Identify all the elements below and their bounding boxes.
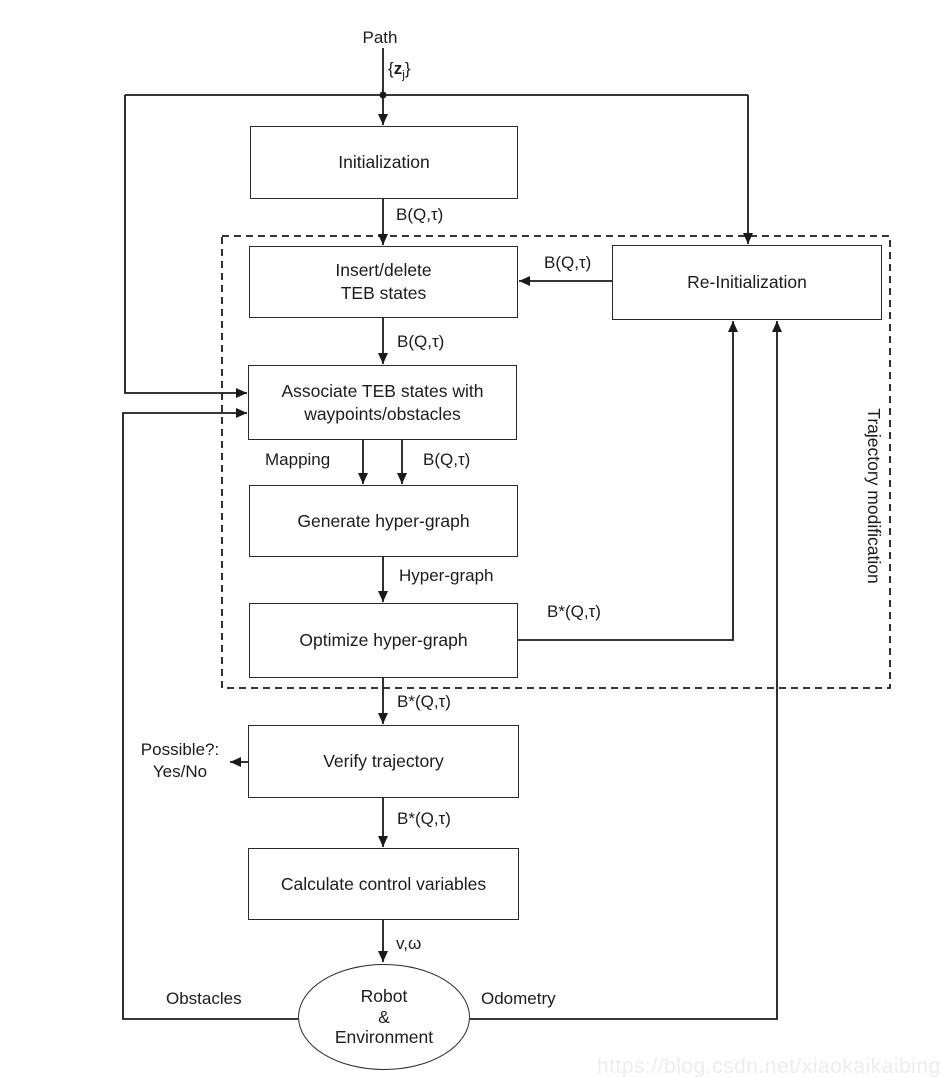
edge-path-to-associate [125,95,247,393]
label-zj-close: } [404,59,411,78]
node-calculate-label: Calculate control variables [280,873,487,894]
node-initialization-label: Initialization [338,152,430,173]
label-path: Path [362,28,398,47]
label-obstacles: Obstacles [166,989,242,1008]
label-zj-sub: j [402,67,405,82]
node-generate-label: Generate hyper-graph [297,510,470,531]
node-calculate-control-variables [248,848,519,920]
node-verify-trajectory [248,725,519,798]
node-optimize-hyper-graph [249,603,518,678]
edge-label-v-omega: v,ω [396,934,422,953]
node-robot-environment [298,964,470,1070]
edge-label-b-optimize-to-reinit: B*(Q,τ) [547,602,601,621]
node-optimize-label: Optimize hyper-graph [299,630,468,651]
node-initialization [250,126,518,199]
node-robot-line2: & [378,1006,390,1027]
edge-label-hypergraph: Hyper-graph [399,566,494,585]
node-verify-label: Verify trajectory [323,751,444,772]
node-generate-hyper-graph [249,485,518,557]
node-insert-delete-line1: Insert/delete [335,260,432,281]
node-associate-line2: waypoints/obstacles [304,403,461,424]
node-associate-line1: Associate TEB states with [281,380,484,401]
label-zj-open: { [388,59,394,78]
node-re-initialization-label: Re-Initialization [687,272,807,293]
edge-label-b-insert-to-associate: B(Q,τ) [397,332,445,351]
edge-label-b-reinit-to-insert: B(Q,τ) [544,253,592,272]
node-associate-teb-states [248,365,517,440]
edge-label-b-after-init: B(Q,τ) [396,205,444,224]
watermark: https://blog.csdn.net/xiaokaikaibing [597,1055,941,1077]
node-robot-line3: Environment [334,1027,434,1048]
edge-label-b-optimize-to-verify: B*(Q,τ) [397,692,451,711]
edge-label-b-verify-to-calculate: B*(Q,τ) [397,809,451,828]
edge-label-b-associate-to-generate: B(Q,τ) [423,450,471,469]
label-trajectory-modification: Trajectory modification [864,408,884,584]
label-possible-question: Possible?: [140,740,220,759]
label-possible [128,739,232,783]
node-insert-delete-teb-states [249,246,518,318]
label-zj [388,58,411,83]
label-zj-var: z [393,59,403,78]
node-robot-line1: Robot [360,986,408,1007]
node-insert-delete-line2: TEB states [340,283,427,303]
node-re-initialization [612,245,882,320]
label-possible-answer: Yes/No [152,762,208,782]
junction-dot [380,92,387,99]
edge-optimize-to-reinit [518,321,733,640]
label-odometry: Odometry [481,989,556,1008]
edge-label-mapping: Mapping [265,450,331,469]
